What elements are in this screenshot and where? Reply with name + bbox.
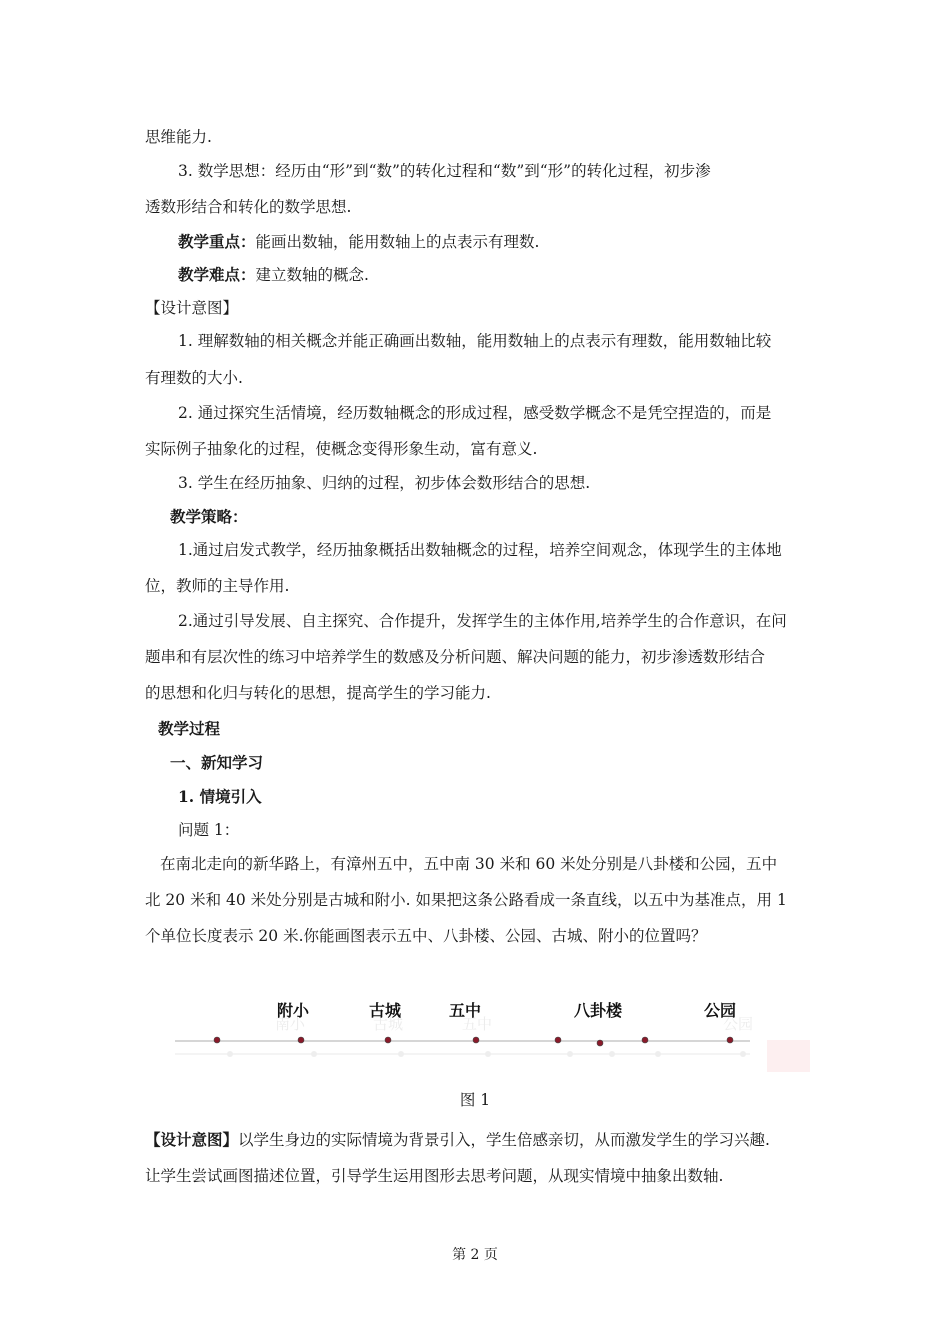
text-line	[145, 298, 238, 318]
line-label: 教学重点：	[178, 232, 256, 251]
text-line	[178, 787, 262, 807]
text-line	[145, 647, 765, 667]
text-line	[178, 161, 711, 181]
line-text: 透数形结合和转化的数学思想.	[145, 198, 352, 216]
number-line-figure	[170, 985, 815, 1080]
text-line	[145, 197, 351, 217]
label-baguagou: 八卦楼	[573, 1003, 623, 1020]
ghost-label-4: 公园	[722, 1016, 754, 1033]
page-number: 第 2 页	[452, 1247, 498, 1263]
line-text: 能画出数轴，能用数轴上的点表示有理数.	[255, 233, 540, 251]
ghost-label-1: 南小	[274, 1016, 306, 1033]
line-text: 有理数的大小.	[145, 369, 243, 387]
text-line	[158, 719, 220, 739]
line-text: 的思想和化归与转化的思想，提高学生的学习能力.	[145, 684, 491, 702]
text-line	[145, 890, 787, 910]
text-line	[145, 1130, 770, 1150]
text-line	[178, 820, 239, 840]
point-1	[214, 1037, 220, 1043]
text-line	[178, 232, 539, 252]
line-text: 【设计意图】	[145, 299, 239, 317]
line-text: 以学生身边的实际情境为背景引入，学生倍感亲切，从而激发学生的学习兴趣.	[238, 1131, 770, 1149]
text-line	[145, 576, 289, 596]
line-text: 1. 理解数轴的相关概念并能正确画出数轴，能用数轴上的点表示有理数，能用数轴比较	[178, 332, 772, 350]
point-4	[473, 1037, 479, 1043]
text-line	[170, 753, 263, 773]
figure-caption: 图 1	[459, 1091, 491, 1109]
text-line	[170, 507, 248, 527]
label-gongyuan: 公园	[703, 1003, 737, 1020]
text-line	[178, 265, 369, 285]
line-label: 教学难点：	[178, 265, 256, 284]
text-line	[145, 368, 243, 388]
line-text: 问题 1：	[178, 821, 240, 839]
line-text: 2.通过引导发展、自主探究、合作提升，发挥学生的主体作用,培养学生的合作意识，在问	[178, 612, 787, 630]
label-fuxiao: 附小	[276, 1003, 310, 1020]
line-text: 位，教师的主导作用.	[145, 577, 290, 595]
point-7	[642, 1037, 648, 1043]
line-text: 建立数轴的概念.	[255, 266, 369, 284]
ghost-label-2: 古城	[372, 1016, 404, 1033]
text-line	[145, 1166, 723, 1186]
ghost-corner	[767, 1040, 810, 1072]
label-wuzhong: 五中	[448, 1003, 482, 1020]
text-line	[145, 683, 491, 703]
point-2	[298, 1037, 304, 1043]
line-text: 3. 数学思想：经历由“形”到“数”的转化过程和“数”到“形”的转化过程，初步渗	[178, 162, 711, 180]
text-line	[145, 439, 537, 459]
point-5	[555, 1037, 561, 1043]
line-text: 让学生尝试画图描述位置，引导学生运用图形去思考问题，从现实情境中抽象出数轴.	[145, 1167, 724, 1185]
text-line	[178, 403, 771, 423]
text-line	[178, 473, 590, 493]
line-text: 教学过程	[158, 719, 221, 738]
line-text: 题串和有层次性的练习中培养学生的数感及分析问题、解决问题的能力，初步渗透数形结合	[145, 648, 766, 666]
label-gucheng: 古城	[368, 1003, 402, 1020]
text-line	[145, 926, 707, 946]
line-label: 【设计意图】	[145, 1130, 239, 1149]
text-line	[145, 127, 212, 147]
line-text: 教学策略：	[170, 507, 248, 526]
line-text: 一、新知学习	[170, 753, 264, 772]
text-line	[178, 540, 782, 560]
line-text: 3. 学生在经历抽象、归纳的过程，初步体会数形结合的思想.	[178, 474, 591, 492]
point-6	[597, 1040, 603, 1046]
point-8	[727, 1037, 733, 1043]
ghost-label-3: 五中	[461, 1016, 493, 1033]
point-3	[385, 1037, 391, 1043]
line-text: 个单位长度表示 20 米.你能画图表示五中、八卦楼、公园、古城、附小的位置吗？	[145, 927, 707, 945]
line-text: 1. 情境引入	[178, 787, 262, 806]
line-text: 思维能力.	[145, 128, 212, 146]
line-text: 1.通过启发式教学，经历抽象概括出数轴概念的过程，培养空间观念，体现学生的主体地	[178, 541, 782, 559]
text-line	[160, 854, 777, 874]
line-text: 2. 通过探究生活情境，经历数轴概念的形成过程，感受数学概念不是凭空捏造的，而是	[178, 404, 772, 422]
text-line	[178, 611, 787, 631]
text-line	[178, 331, 771, 351]
line-text: 在南北走向的新华路上，有漳州五中，五中南 30 米和 60 米处分别是八卦楼和公园，五中	[160, 855, 778, 873]
line-text: 实际例子抽象化的过程，使概念变得形象生动，富有意义.	[145, 440, 538, 458]
line-text: 北 20 米和 40 米处分别是古城和附小. 如果把这条公路看成一条直线，以五中为基准点，用 1	[145, 891, 787, 909]
